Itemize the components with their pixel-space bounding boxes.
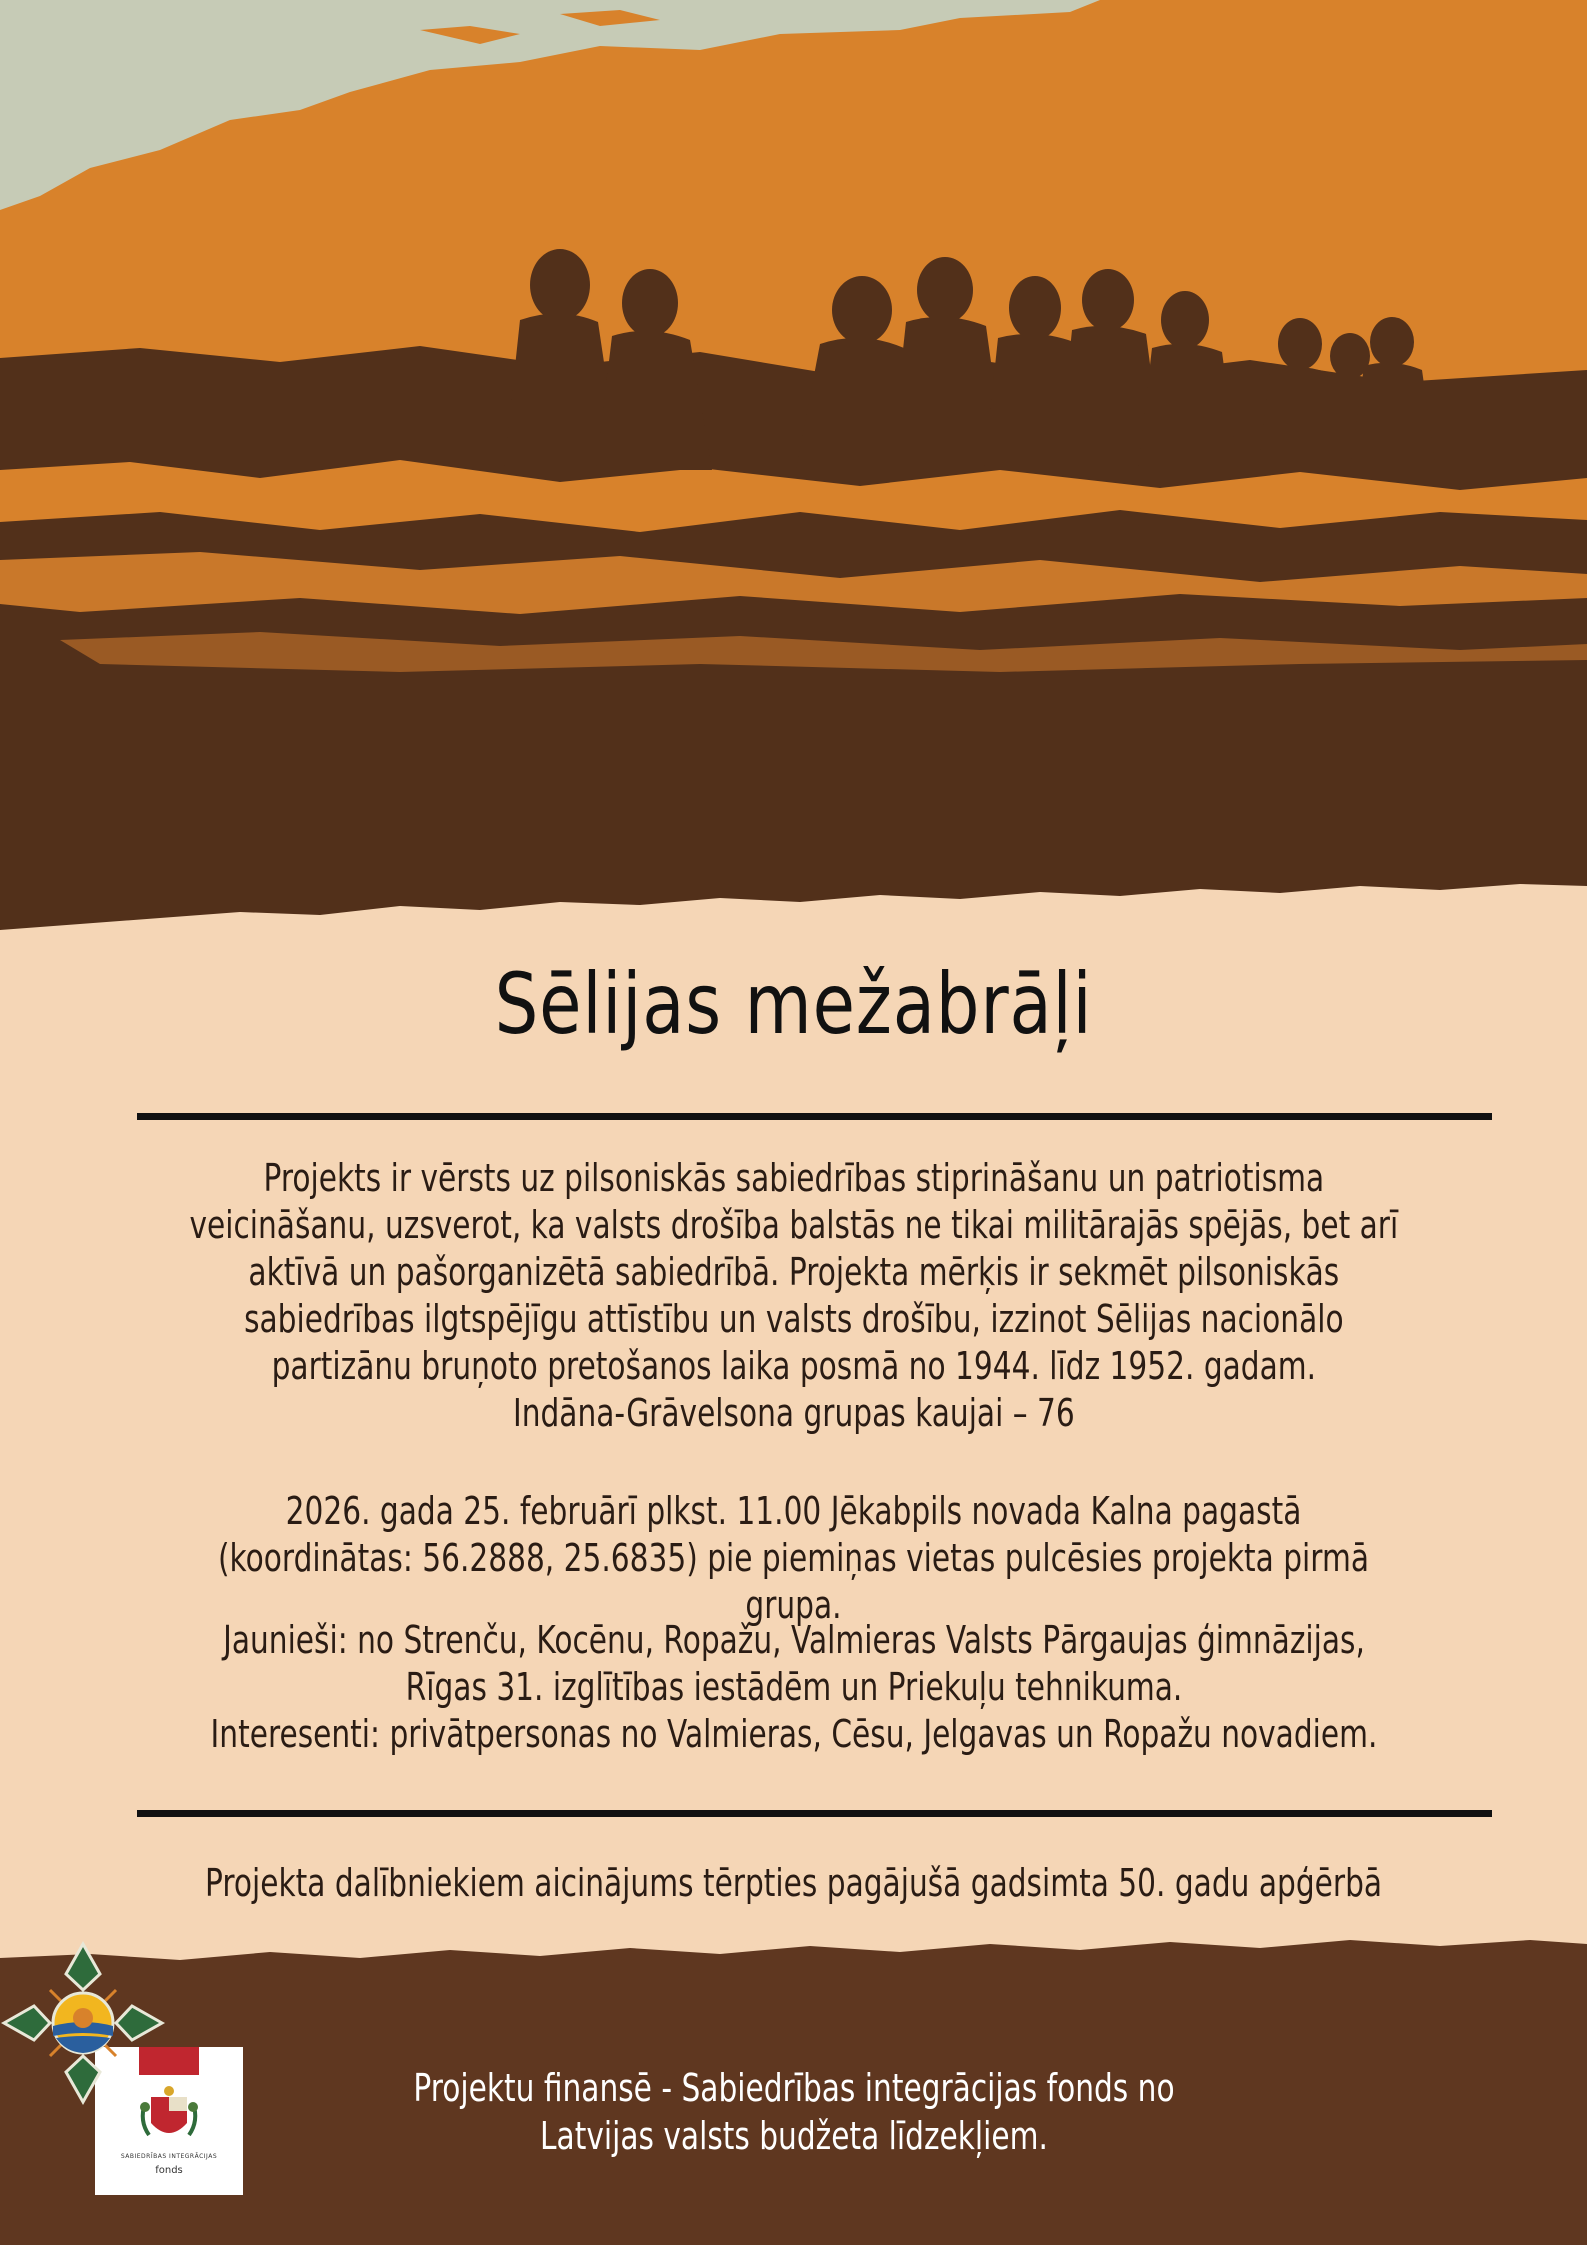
dress-code-note — [0, 1860, 1587, 1907]
event-details — [0, 1488, 1587, 1629]
logo-fonds-label: fonds — [155, 2165, 183, 2176]
project-description-text: Projekts ir vērsts uz pilsoniskās sabiedrības stiprināšanu un patriotisma veicināšanu, uzsverot, ka valsts drošība balstās ne tikai militārajās spējās, bet arī aktīvā un pašorganizētā sabiedrībā. Projekta mērķis ir sekmēt pilsoniskās sabiedrības ilgtspējīgu attīstību un valsts drošību, izzinot Sēlijas nacionālo partizānu bruņoto pretošanos laika posmā no 1944. līdz 1952. gadam. Indāna-Grāvelsona grupas kaujai – 76 — [189, 1156, 1398, 1435]
logo-org-name: SABIEDRĪBAS INTEGRĀCIJAS — [120, 2153, 218, 2160]
participants-info — [0, 1617, 1587, 1758]
dress-code-text: Projekta dalībniekiem aicinājums tērpties pagājušā gadsimta 50. gadu apģērbā — [204, 1861, 1383, 1905]
event-details-text: 2026. gada 25. februārī plkst. 11.00 Jēkabpils novada Kalna pagastā (koordinātas: 56.2888, 25.6835) pie piemiņas vietas pulcēsies projekta pirmā grupa. — [217, 1489, 1369, 1627]
hero-image — [0, 0, 1587, 960]
divider-top — [137, 1113, 1492, 1120]
content-section — [0, 955, 1587, 1960]
project-description — [0, 1155, 1587, 1437]
divider-bottom — [137, 1810, 1492, 1817]
page-title: Sēlijas mežabrāļi — [494, 955, 1093, 1053]
silhouette-illustration — [0, 0, 1587, 960]
footer — [0, 1940, 1587, 2245]
funding-note — [0, 2064, 1587, 2160]
participants-info-text: Jaunieši: no Strenču, Kocēnu, Ropažu, Valmieras Valsts Pārgaujas ģimnāzijas, Rīgas 31. izglītības iestādēm un Priekuļu tehnikuma. Interesenti: privātpersonas no Valmieras, Cēsu, Jelgavas un Ropažu novadiem. — [210, 1618, 1377, 1756]
funding-note-text: Projektu finansē - Sabiedrības integrācijas fonds no Latvijas valsts budžeta līdzekļiem. — [412, 2066, 1175, 2158]
order-cross-emblem-icon — [0, 1940, 166, 2106]
